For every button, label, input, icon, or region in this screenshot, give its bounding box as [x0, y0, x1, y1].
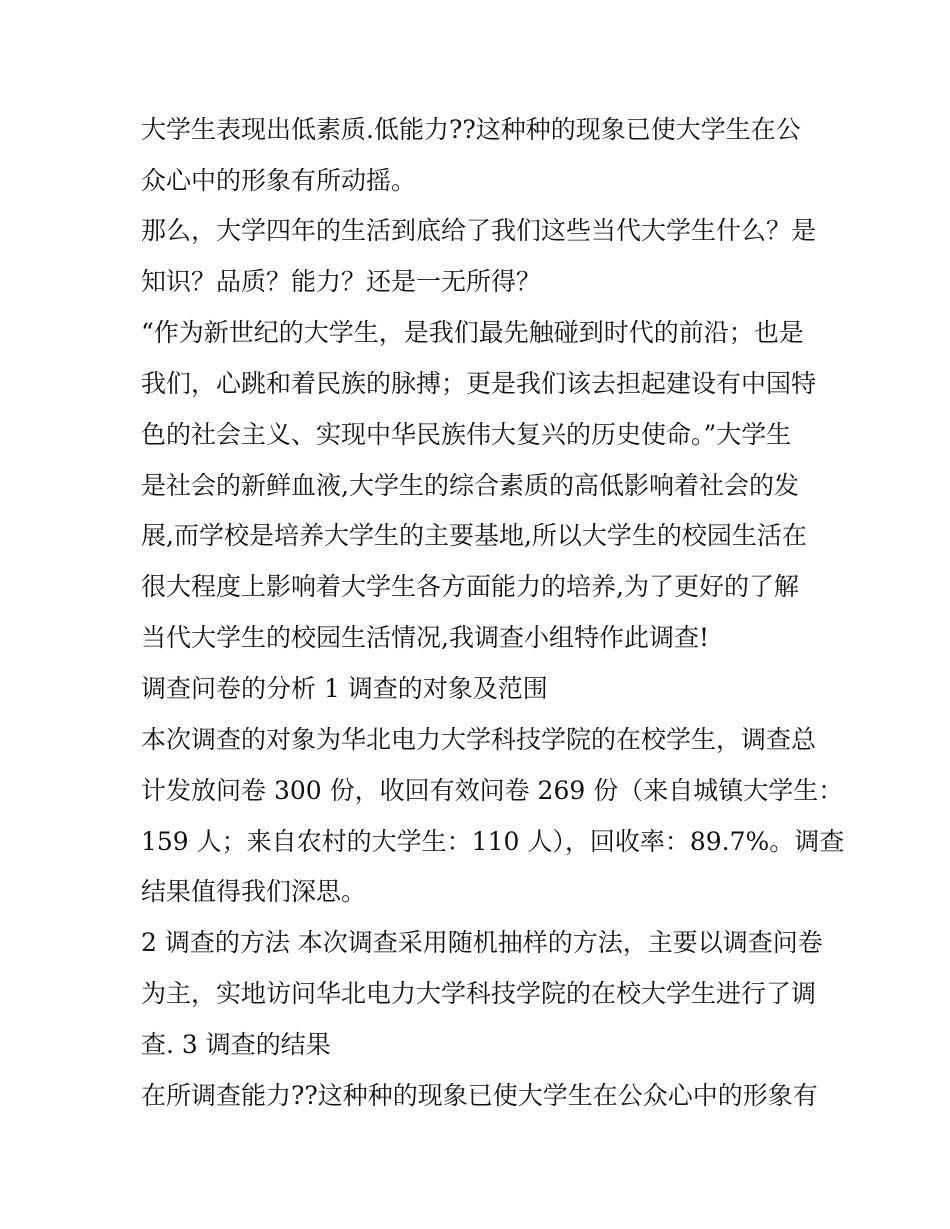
text-line: 计发放问卷 300 份，收回有效问卷 269 份（来自城镇大学生：: [141, 776, 844, 805]
text-line: 我们，心跳和着民族的脉搏；更是我们该去担起建设有中国特: [141, 369, 817, 398]
text-line: 是社会的新鲜血液,大学生的综合素质的高低影响着社会的发: [141, 471, 799, 500]
text-line: 2 调查的方法 本次调查采用随机抽样的方法，主要以调查问卷: [141, 928, 823, 957]
text-line: 为主，实地访问华北电力大学科技学院的在校大学生进行了调: [141, 979, 817, 1008]
text-line: 知识？品质？能力？还是一无所得？: [141, 267, 542, 296]
text-line: 色的社会主义、实现中华民族伟大复兴的历史使命。”大学生: [141, 420, 792, 449]
text-line: 查. 3 调查的结果: [141, 1030, 331, 1059]
text-line: 159 人；来自农村的大学生：110 人），回收率：89.7%。调查: [141, 827, 845, 856]
text-line: 当代大学生的校园生活情况,我调查小组特作此调查!: [141, 623, 709, 652]
text-line: 本次调查的对象为华北电力大学科技学院的在校学生，调查总: [141, 725, 817, 754]
text-line: 展,而学校是培养大学生的主要基地,所以大学生的校园生活在: [141, 521, 807, 550]
text-line: 很大程度上影响着大学生各方面能力的培养,为了更好的了解: [141, 572, 799, 601]
text-line: “作为新世纪的大学生，是我们最先触碰到时代的前沿；也是: [141, 318, 804, 347]
text-line: 那么，大学四年的生活到底给了我们这些当代大学生什么？是: [141, 216, 817, 245]
text-line: 众心中的形象有所动摇。: [141, 166, 417, 195]
text-line: 在所调查能力??这种种的现象已使大学生在公众心中的形象有: [141, 1081, 818, 1110]
text-line: 大学生表现出低素质.低能力??这种种的现象已使大学生在公: [141, 115, 801, 144]
section-heading: 调查问卷的分析 1 调查的对象及范围: [141, 674, 548, 703]
text-line: 结果值得我们深思。: [141, 877, 367, 906]
